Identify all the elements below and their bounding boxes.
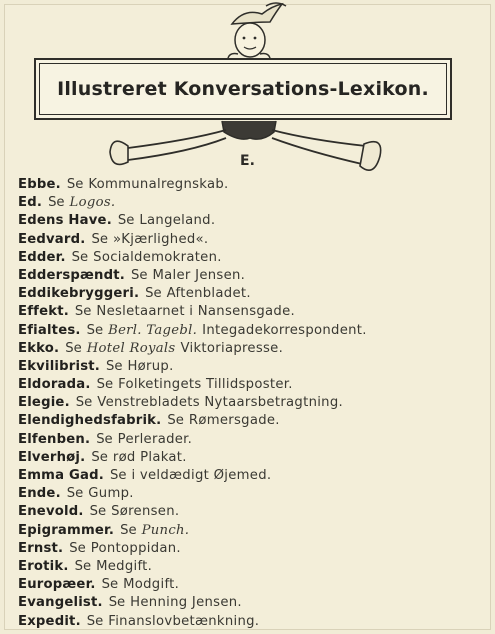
- entry-see-reference: Se: [91, 449, 108, 465]
- entry-headword: Expedit.: [18, 613, 81, 629]
- entry-target: Sørensen.: [111, 504, 180, 520]
- lexicon-entry: [18, 212, 488, 230]
- entry-headword: Ende.: [18, 486, 61, 502]
- entry-target: Socialdemokraten.: [93, 249, 222, 265]
- entry-target: rød Plakat.: [112, 449, 187, 465]
- entry-headword: Epigrammer.: [18, 522, 115, 538]
- entry-headword: Eddikebryggeri.: [18, 286, 140, 302]
- entry-target-italic: Punch.: [141, 522, 190, 538]
- lexicon-entry: [18, 540, 488, 558]
- entry-headword: Efialtes.: [18, 322, 81, 338]
- entry-headword: Ernst.: [18, 540, 64, 556]
- entry-target: Folketingets Tillidsposter.: [118, 377, 293, 393]
- lexicon-entry: [18, 376, 488, 394]
- entry-headword: Emma Gad.: [18, 468, 104, 483]
- lexicon-entry: [18, 358, 488, 376]
- entry-see-reference: Se: [74, 304, 92, 320]
- entry-headword: Eedvard.: [18, 231, 86, 247]
- entry-headword: Edder.: [18, 249, 66, 265]
- entry-target: Rømersgade.: [188, 413, 280, 429]
- entry-see-reference: Se: [75, 395, 93, 411]
- entry-see-reference: Se: [109, 468, 127, 483]
- entry-see-reference: Se: [120, 522, 137, 538]
- lexicon-entry: [18, 322, 488, 340]
- lexicon-entry: [18, 485, 488, 503]
- entry-target: Langeland.: [139, 213, 216, 229]
- entry-target-rest: Viktoriapresse.: [180, 340, 284, 356]
- entry-headword: Erotik.: [18, 558, 69, 574]
- entry-headword: Ebbe.: [18, 177, 61, 192]
- entry-headword: Edens Have.: [18, 213, 112, 229]
- entry-target: Gump.: [88, 486, 134, 502]
- entry-see-reference: Se: [86, 322, 104, 338]
- lexicon-entry: [18, 267, 488, 285]
- lexicon-entry: [18, 176, 488, 194]
- section-letter: E.: [240, 153, 255, 169]
- lexicon-entry: [18, 576, 488, 594]
- entry-target-italic: Logos.: [69, 195, 116, 211]
- entry-target: Modgift.: [123, 577, 180, 593]
- entry-see-reference: Se: [101, 577, 119, 593]
- lexicon-entry: [18, 431, 488, 449]
- lexicon-entry: [18, 412, 488, 430]
- entry-headword: Elegie.: [18, 395, 70, 411]
- entry-headword: Elverhøj.: [18, 449, 86, 465]
- lexicon-entry: [18, 594, 488, 612]
- entry-target-italic: Hotel Royals: [86, 340, 176, 356]
- entry-target: Nesletaarnet i Nansensgade.: [96, 304, 295, 320]
- lexicon-entry: [18, 249, 488, 267]
- entry-target: Maler Jensen.: [152, 267, 246, 283]
- entry-target: Kommunalregnskab.: [88, 177, 229, 192]
- entry-see-reference: Se: [86, 613, 104, 629]
- lexicon-entry: [18, 503, 488, 521]
- entry-see-reference: Se: [71, 249, 89, 265]
- entry-headword: Effekt.: [18, 304, 69, 320]
- lexicon-entry-list: [18, 176, 488, 631]
- entry-see-reference: Se: [105, 358, 123, 374]
- entry-target: Aftenbladet.: [166, 286, 251, 302]
- entry-headword: Elfenben.: [18, 431, 91, 447]
- entry-headword: Enevold.: [18, 504, 84, 520]
- lexicon-entry: [18, 194, 488, 212]
- entry-target: Hørup.: [127, 358, 174, 374]
- lexicon-entry: [18, 467, 488, 485]
- entry-headword: Europæer.: [18, 577, 96, 593]
- entry-headword: Ekko.: [18, 340, 60, 356]
- entry-see-reference: Se: [69, 540, 86, 556]
- entry-target: Henning Jensen.: [130, 595, 242, 611]
- entry-target: Medgift.: [96, 558, 153, 574]
- entry-headword: Elendighedsfabrik.: [18, 413, 162, 429]
- lexicon-entry: [18, 303, 488, 321]
- entry-headword: Ekvilibrist.: [18, 358, 100, 374]
- entry-see-reference: Se: [66, 177, 84, 192]
- entry-target: Venstrebladets Nytaarsbetragtning.: [97, 395, 344, 411]
- entry-see-reference: Se: [145, 286, 162, 302]
- entry-see-reference: Se: [117, 213, 135, 229]
- entry-see-reference: Se: [108, 595, 126, 611]
- lexicon-entry: [18, 522, 488, 540]
- entry-see-reference: Se: [66, 486, 84, 502]
- entry-see-reference: Se: [89, 504, 107, 520]
- entry-see-reference: Se: [131, 267, 148, 283]
- entry-see-reference: Se: [91, 231, 108, 247]
- title-banner: [34, 58, 452, 120]
- banner-title: Illustreret Konversations-Lexikon.: [57, 78, 429, 100]
- entry-headword: Edderspændt.: [18, 267, 125, 283]
- entry-target: »Kjærlighed«.: [112, 231, 209, 247]
- entry-see-reference: Se: [65, 340, 82, 356]
- entry-headword: Eldorada.: [18, 377, 91, 393]
- entry-target-italic: Berl. Tagebl.: [108, 322, 198, 338]
- entry-target-rest: Integadekorrespondent.: [202, 322, 367, 338]
- entry-target: i veldædigt Øjemed.: [131, 468, 272, 483]
- lexicon-entry: [18, 613, 488, 631]
- lexicon-entry: [18, 449, 488, 467]
- entry-see-reference: Se: [74, 558, 92, 574]
- lexicon-entry: [18, 231, 488, 249]
- entry-target: Finanslovbetænkning.: [108, 613, 260, 629]
- lexicon-entry: [18, 558, 488, 576]
- entry-target: Perlerader.: [117, 431, 193, 447]
- lexicon-entry: [18, 340, 488, 358]
- entry-target: Pontoppidan.: [90, 540, 181, 556]
- entry-see-reference: Se: [96, 431, 113, 447]
- lexicon-entry: [18, 394, 488, 412]
- entry-see-reference: Se: [96, 377, 114, 393]
- entry-see-reference: Se: [48, 195, 65, 211]
- lexicon-entry: [18, 285, 488, 303]
- entry-see-reference: Se: [167, 413, 184, 429]
- entry-headword: Evangelist.: [18, 595, 103, 611]
- entry-headword: Ed.: [18, 195, 43, 211]
